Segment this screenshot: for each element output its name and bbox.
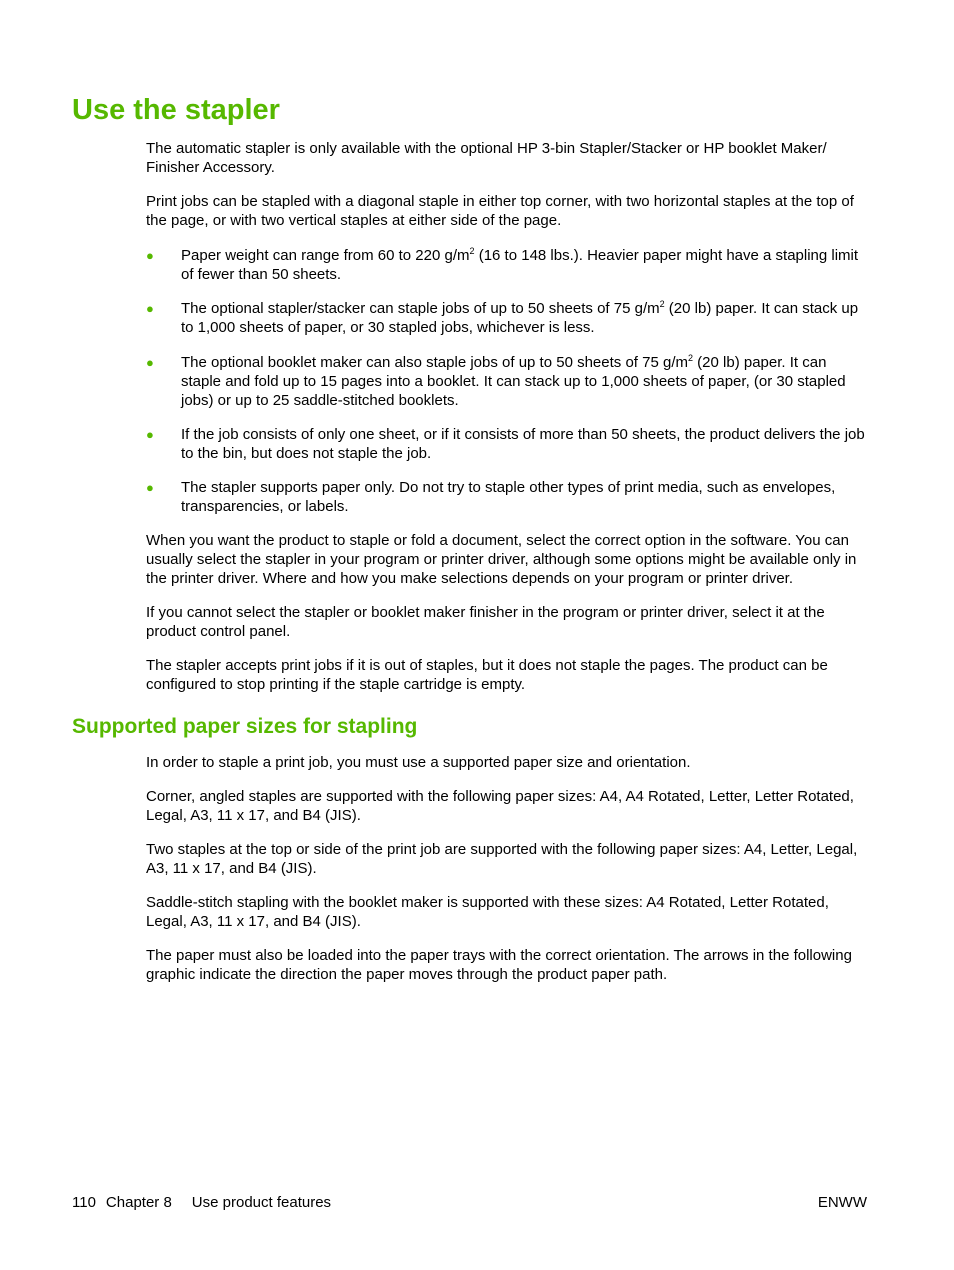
body-paragraph: The stapler accepts print jobs if it is out of staples, but it does not staple the pages. The product can be configured to stop printing if the staple cartridge is empty. [146, 657, 828, 693]
section-paragraph: Corner, angled staples are supported with the following paper sizes: A4, A4 Rotated, Letter, Letter Rotated, Legal, A3, 11 x 17, and B4 (JIS). [146, 788, 854, 824]
section-title: Supported paper sizes for stapling [72, 715, 418, 738]
chapter-label: Chapter 8 [105, 1194, 172, 1211]
section-paragraph: Saddle-stitch stapling with the booklet maker is supported with these sizes: A4 Rotated, Letter Rotated, Legal, A3, 11 x 17, and B4 (JIS). [146, 894, 829, 930]
list-item-text: The optional booklet maker can also staple jobs of up to 50 sheets of 75 $g/m^2$ (20 lb) paper. It can staple and fold up to 15 pages into a booklet. It can stack up to 1,000 sheets of paper, (or 30 stapled jobs) or up to 25 saddle-stitched booklets. [181, 353, 846, 409]
intro-paragraph: The automatic stapler is only available with the optional HP 3-bin Stapler/Stacker or HP booklet Maker/ Finisher Accessory. [146, 140, 827, 176]
section-paragraph: In order to staple a print job, you must use a supported paper size and orientation. [146, 754, 691, 771]
body-paragraph: If you cannot select the stapler or booklet maker finisher in the program or printer driver, select it at the product control panel. [146, 604, 825, 640]
page-number: 110 [72, 1194, 96, 1211]
section-paragraph: The paper must also be loaded into the paper trays with the correct orientation. The arrows in the following graphic indicate the direction the paper moves through the product paper path. [146, 947, 852, 983]
page-footer [72, 1193, 331, 1212]
list-item-text: Paper weight can range from 60 to 220 $g/m^2$ (16 to 148 lbs.). Heavier paper might have a stapling limit of fewer than 50 sheets. [181, 246, 859, 283]
list-item-text: If the job consists of only one sheet, or if it consists of more than 50 sheets, the product delivers the job to the bin, but does not staple the job. [181, 426, 865, 462]
bullet-dot-icon: ● [146, 480, 154, 495]
intro-paragraph: Print jobs can be stapled with a diagonal staple in either top corner, with two horizontal staples at the top of the page, or with two vertical staples at either side of the page. [146, 193, 854, 229]
bullet-dot-icon: ● [146, 355, 154, 370]
list-item-text: The optional stapler/stacker can staple jobs of up to 50 sheets of 75 $g/m^2$ (20 lb) paper. It can stack up to 1,000 sheets of paper, or 30 stapled jobs, whichever is less. [181, 299, 859, 336]
bullet-dot-icon: ● [146, 427, 154, 442]
body-paragraph: When you want the product to staple or fold a document, select the correct option in the software. You can usually select the stapler in your program or printer driver, although some options might be available only in the printer driver. Where and how you make selections depends on your program or printer driver. [146, 532, 857, 587]
bullet-dot-icon: ● [146, 248, 154, 263]
chapter-title: Use product features [191, 1194, 332, 1211]
section-paragraph: Two staples at the top or side of the print job are supported with the following paper sizes: A4, Letter, Legal, A3, 11 x 17, and B4 (JIS). [146, 841, 858, 877]
bullet-dot-icon: ● [146, 301, 154, 316]
page-title: Use the stapler [72, 94, 280, 126]
list-item-text: The stapler supports paper only. Do not try to staple other types of print media, such as envelopes, transparencies, or labels. [181, 479, 836, 515]
edition-label: ENWW [817, 1194, 867, 1211]
